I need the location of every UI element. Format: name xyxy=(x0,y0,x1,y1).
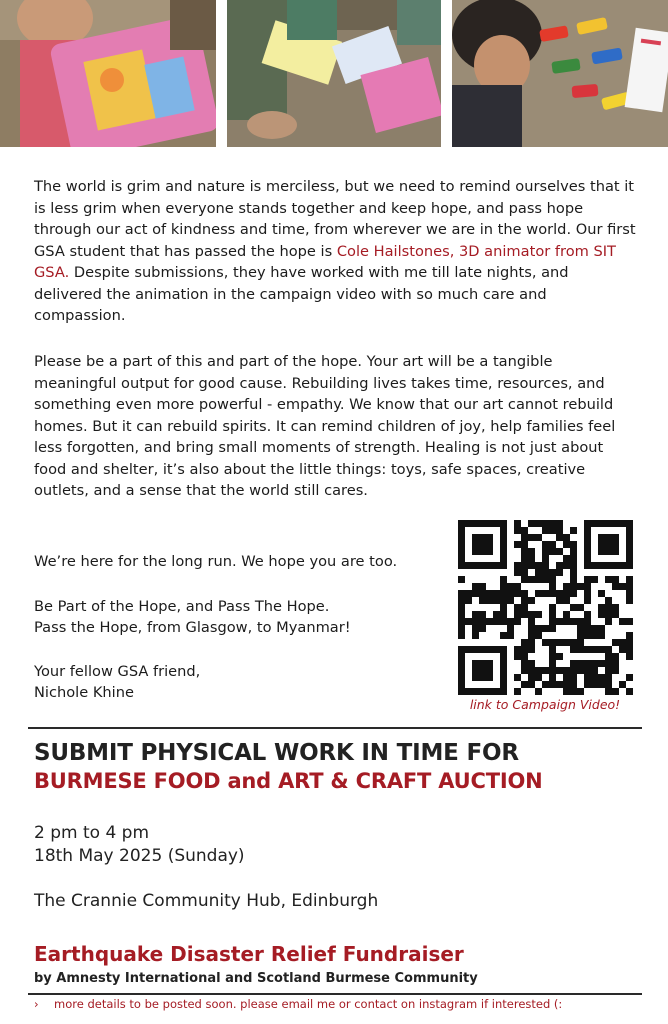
chevron-right-icon: › xyxy=(34,997,39,1011)
long-run-line: We’re here for the long run. We hope you are too. xyxy=(34,553,398,570)
section-divider xyxy=(28,727,642,729)
highlighted-student-name: Cole Hailstones, 3D animator from SIT GSA. xyxy=(34,242,616,281)
motto-line-1: Be Part of the Hope, and Pass The Hope. xyxy=(34,598,330,615)
signoff: Your fellow GSA friend, xyxy=(34,663,201,680)
appeal-paragraph xyxy=(34,351,638,502)
photo-strip xyxy=(0,0,668,147)
intro-text-end: Despite submissions, they have worked with me till late nights, and delivered the animation in the campaign video with so much care and compassion. xyxy=(34,264,569,324)
child-playing-toy-cars-photo xyxy=(452,0,668,147)
campaign-video-qr-code[interactable] xyxy=(458,520,633,695)
footer-divider xyxy=(28,993,642,995)
children-with-coloring-books-photo xyxy=(227,0,441,147)
fundraiser-organizers: by Amnesty International and Scotland Burmese Community xyxy=(34,971,478,986)
submit-heading: SUBMIT PHYSICAL WORK IN TIME FOR xyxy=(34,740,519,766)
qr-caption[interactable]: link to Campaign Video! xyxy=(469,697,621,712)
intro-text-start: The world is grim and nature is merciless, but we need to remind ourselves that it is less grim when everyone stands together and keep hope, and pass hope through our act of kindness and time, from wherever we are in the world. Our first GSA student that has passed the hope is xyxy=(34,178,636,260)
footer-note-text: more details to be posted soon. please email me or contact on instagram if interested (: xyxy=(54,997,563,1011)
intro-paragraph xyxy=(34,176,638,327)
fundraiser-title: Earthquake Disaster Relief Fundraiser xyxy=(34,942,464,966)
motto-line-2: Pass the Hope, from Glasgow, to Myanmar! xyxy=(34,619,351,636)
event-date: 18th May 2025 (Sunday) xyxy=(34,846,245,866)
event-time: 2 pm to 4 pm xyxy=(34,823,150,843)
appeal-text: Please be a part of this and part of the hope. Your art will be a tangible meaningful output for good cause. Rebuilding lives takes time, resources, and something even more powerful - empathy. We know that our art cannot rebuild homes. But it can rebuild spirits. It can remind children of joy, help families feel less forgotten, and bring small moments of strength. Healing is not just about food and shelter, it’s also about the little things: toys, safe spaces, creative outlets, and a sense that the world still cares. xyxy=(34,353,616,499)
signature: Nichole Khine xyxy=(34,684,134,701)
child-holding-toy-pack-photo xyxy=(0,0,216,147)
event-venue: The Crannie Community Hub, Edinburgh xyxy=(34,891,379,911)
footer-note xyxy=(34,997,562,1011)
auction-heading: BURMESE FOOD and ART & CRAFT AUCTION xyxy=(34,769,543,793)
